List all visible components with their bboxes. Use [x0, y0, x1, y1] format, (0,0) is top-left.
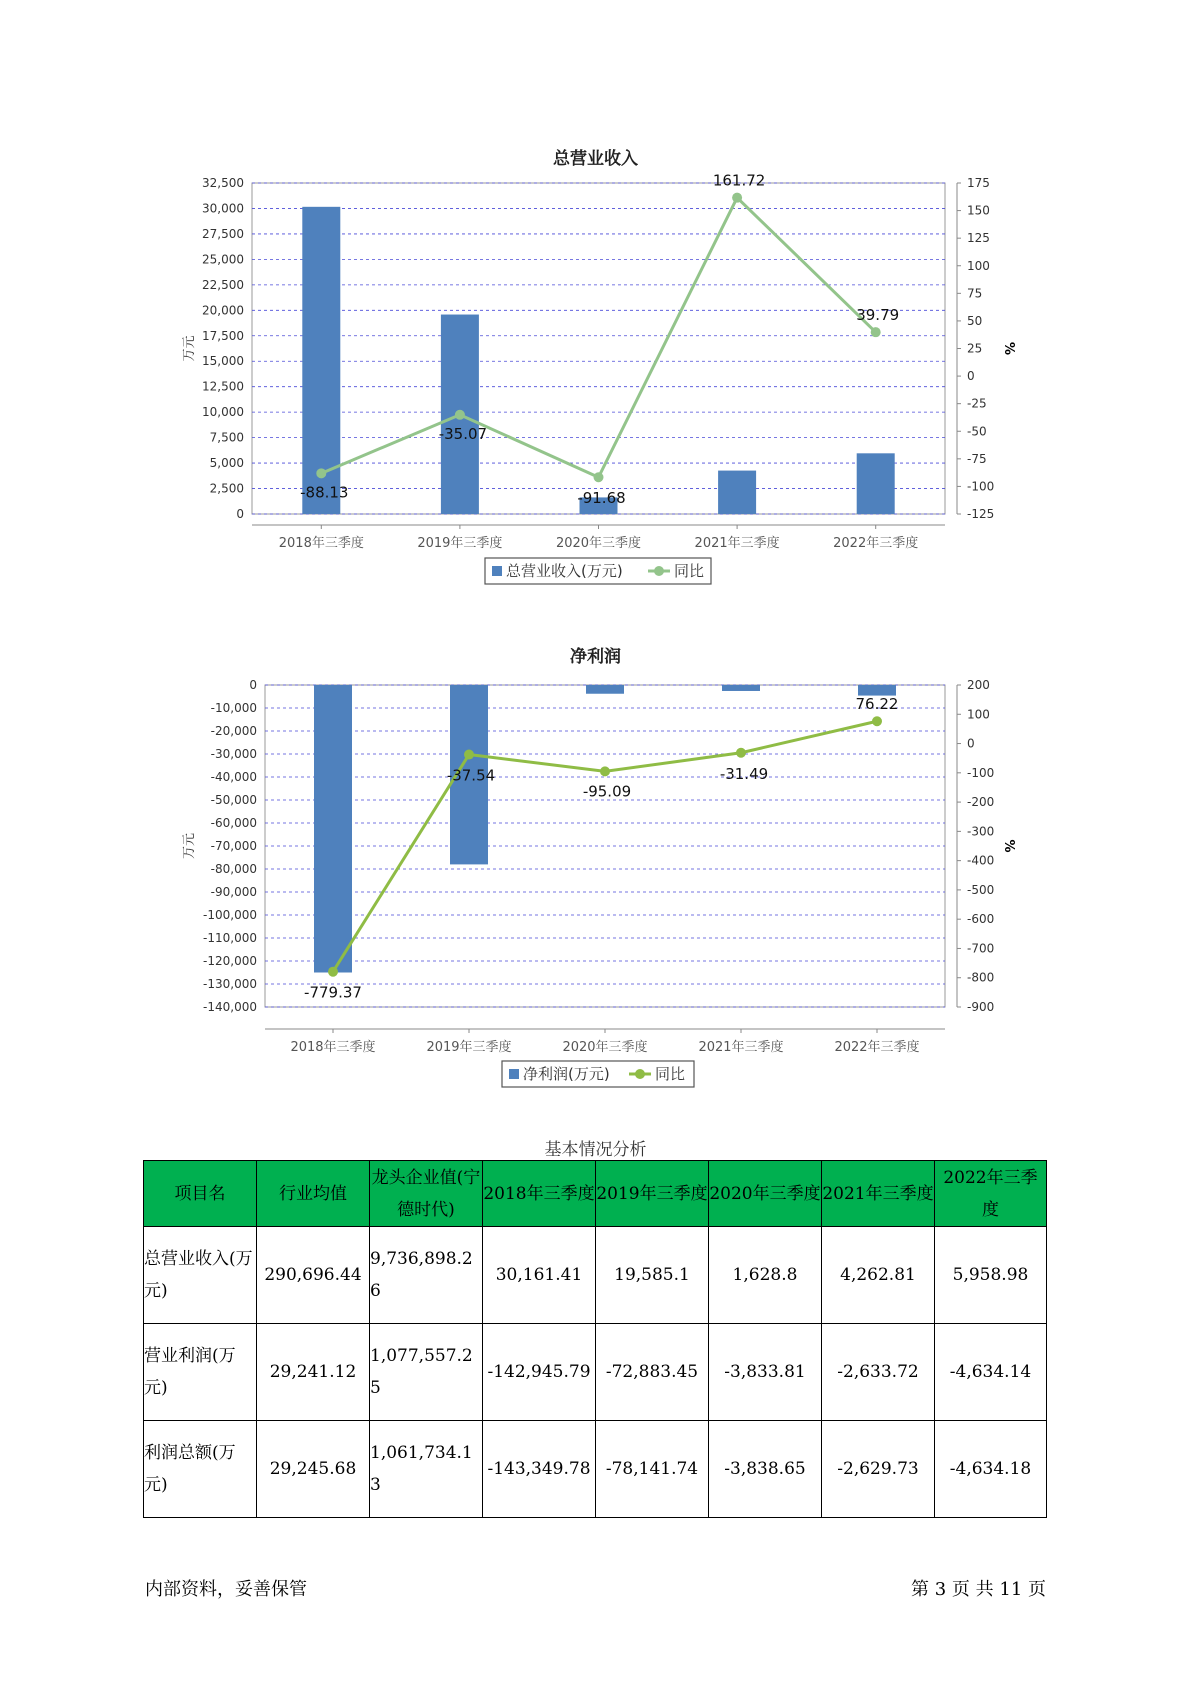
legend-bar-label: 总营业收入(万元)	[506, 562, 623, 580]
x-tick-label: 2021年三季度	[694, 536, 780, 551]
y-tick-label: 5,000	[209, 456, 244, 471]
y-tick-label: -70,000	[210, 839, 257, 853]
line-point	[736, 748, 746, 758]
line-point	[871, 327, 881, 337]
y-tick-label: 10,000	[202, 405, 244, 420]
y2-tick-label: 100	[967, 707, 990, 722]
y2-tick-label: -500	[967, 882, 995, 897]
data-label: 39.79	[856, 306, 900, 325]
bar	[858, 685, 896, 696]
y2-tick-label: -75	[967, 451, 987, 466]
y2-tick-label: -800	[967, 970, 995, 985]
y2-tick-label: 50	[967, 313, 983, 328]
footer-confidential-note: 内部资料，妥善保管	[145, 1579, 307, 1600]
y2-tick-label: -25	[967, 396, 987, 411]
header-cell: 2018年三季度	[483, 1161, 596, 1227]
header-cell: 2020年三季度	[709, 1161, 822, 1227]
y2-axis-title: %	[1001, 839, 1016, 853]
y2-tick-label: 200	[967, 678, 990, 692]
header-cell: 项目名	[144, 1161, 257, 1227]
y-tick-label: 0	[249, 678, 257, 692]
header-cell: 2021年三季度	[822, 1161, 935, 1227]
y2-tick-label: 150	[967, 203, 990, 218]
data-label: -37.54	[446, 766, 496, 785]
header-cell: 行业均值	[257, 1161, 370, 1227]
y-tick-label: 12,500	[202, 379, 244, 394]
table-cell: -72,883.45	[596, 1324, 709, 1421]
y2-tick-label: -700	[967, 941, 995, 956]
data-label: -35.07	[438, 424, 488, 443]
y2-axis-title: %	[1001, 341, 1016, 356]
line-point	[594, 472, 604, 482]
y2-tick-label: 0	[967, 369, 975, 384]
y2-tick-label: 0	[967, 736, 975, 751]
x-tick-label: 2019年三季度	[426, 1040, 512, 1055]
data-label: -95.09	[582, 782, 632, 801]
y-tick-label: -80,000	[210, 862, 257, 876]
line-point	[316, 468, 326, 478]
legend-bar-label: 净利润(万元)	[523, 1065, 610, 1083]
y-tick-label: -10,000	[210, 701, 257, 715]
y-tick-label: 20,000	[202, 303, 244, 318]
y-tick-label: 30,000	[202, 201, 244, 216]
table-cell: -4,634.18	[935, 1421, 1047, 1518]
y2-tick-label: -100	[967, 479, 995, 494]
table-cell: -142,945.79	[483, 1324, 596, 1421]
y2-tick-label: -900	[967, 1000, 995, 1014]
y-tick-label: -100,000	[203, 908, 257, 922]
table-cell: 19,585.1	[596, 1227, 709, 1324]
basic-analysis-table	[143, 1160, 1047, 1518]
bar	[857, 453, 895, 514]
header-cell: 2019年三季度	[596, 1161, 709, 1227]
y-tick-label: 25,000	[202, 252, 244, 267]
table-cell: 5,958.98	[935, 1227, 1047, 1324]
y2-tick-label: 125	[967, 231, 990, 246]
table-cell: 1,628.8	[709, 1227, 822, 1324]
chart1-title: 总营业收入	[553, 149, 638, 169]
line-point	[732, 193, 742, 203]
table-row	[144, 1324, 1047, 1421]
table-cell: -3,838.65	[709, 1421, 822, 1518]
y-tick-label: -40,000	[210, 770, 257, 784]
x-tick-label: 2020年三季度	[562, 1040, 648, 1055]
y2-tick-label: -600	[967, 912, 995, 927]
data-label: -31.49	[719, 764, 769, 783]
header-cell: 龙头企业值(宁德时代)	[370, 1161, 483, 1227]
table-cell: -78,141.74	[596, 1421, 709, 1518]
y-tick-label: 22,500	[202, 277, 244, 292]
data-label: -91.68	[577, 489, 626, 508]
y-tick-label: 15,000	[202, 354, 244, 369]
header-cell: 2022年三季度	[935, 1161, 1047, 1227]
legend-line-marker	[635, 1069, 645, 1079]
row-label: 利润总额(万元)	[144, 1421, 257, 1518]
line-point	[464, 750, 474, 760]
row-label: 总营业收入(万元)	[144, 1227, 257, 1324]
y2-tick-label: -400	[967, 853, 995, 868]
line-point	[328, 967, 338, 977]
y2-tick-label: 75	[967, 286, 983, 301]
data-label: 76.22	[855, 695, 899, 714]
bar	[586, 685, 624, 694]
revenue-chart	[0, 170, 1191, 590]
table-cell: 29,245.68	[257, 1421, 370, 1518]
x-tick-label: 2019年三季度	[417, 536, 503, 551]
legend-line-marker	[654, 566, 664, 576]
table-row	[144, 1421, 1047, 1518]
table-cell: 30,161.41	[483, 1227, 596, 1324]
bar	[718, 471, 756, 514]
table-cell: 9,736,898.26	[370, 1227, 483, 1324]
table-cell: -2,633.72	[822, 1324, 935, 1421]
plot-area	[252, 183, 945, 514]
table-cell: -2,629.73	[822, 1421, 935, 1518]
y-tick-label: -90,000	[210, 885, 257, 899]
x-tick-label: 2021年三季度	[698, 1040, 784, 1055]
table-cell: 29,241.12	[257, 1324, 370, 1421]
y-tick-label: -140,000	[203, 1000, 257, 1014]
x-tick-label: 2018年三季度	[290, 1040, 376, 1055]
table-title: 基本情况分析	[544, 1140, 647, 1160]
y2-tick-label: -100	[967, 765, 995, 780]
y-tick-label: -20,000	[210, 724, 257, 738]
x-tick-label: 2022年三季度	[833, 536, 919, 551]
bar	[314, 685, 352, 973]
y-tick-label: -110,000	[203, 931, 257, 945]
table-row	[144, 1227, 1047, 1324]
net-profit-chart	[0, 665, 1191, 1095]
y2-tick-label: -200	[967, 795, 995, 810]
x-tick-label: 2022年三季度	[834, 1040, 920, 1055]
line-point	[872, 716, 882, 726]
table-cell: -143,349.78	[483, 1421, 596, 1518]
y-axis-title: 万元	[182, 832, 197, 860]
table-cell: 1,077,557.25	[370, 1324, 483, 1421]
y2-tick-label: 175	[967, 176, 990, 190]
row-label: 营业利润(万元)	[144, 1324, 257, 1421]
y-tick-label: 7,500	[209, 430, 244, 445]
table-cell: -4,634.14	[935, 1324, 1047, 1421]
y-tick-label: 2,500	[209, 481, 244, 496]
table-cell: 290,696.44	[257, 1227, 370, 1324]
y-tick-label: 17,500	[202, 328, 244, 343]
y2-tick-label: 25	[967, 341, 983, 356]
y-tick-label: 0	[236, 507, 244, 521]
bar	[722, 685, 760, 691]
chart2-title: 净利润	[570, 647, 621, 667]
y-tick-label: -60,000	[210, 816, 257, 830]
data-label: 161.72	[712, 171, 766, 190]
data-label: -88.13	[300, 483, 349, 502]
table-cell: 1,061,734.13	[370, 1421, 483, 1518]
line-point	[455, 410, 465, 420]
legend-line-label: 同比	[655, 1065, 686, 1083]
y-axis-title: 万元	[182, 335, 197, 362]
table-cell: -3,833.81	[709, 1324, 822, 1421]
line-point	[600, 766, 610, 776]
y-tick-label: 32,500	[202, 176, 244, 190]
y-tick-label: -120,000	[203, 954, 257, 968]
legend-line-label: 同比	[674, 562, 705, 580]
table-header-row	[144, 1161, 1047, 1227]
y2-tick-label: -50	[967, 424, 987, 439]
y2-tick-label: 100	[967, 258, 990, 273]
y-tick-label: -50,000	[210, 793, 257, 807]
y-tick-label: -30,000	[210, 747, 257, 761]
y-tick-label: 27,500	[202, 226, 244, 241]
x-tick-label: 2020年三季度	[555, 536, 642, 551]
y2-tick-label: -300	[967, 824, 995, 839]
y-tick-label: -130,000	[203, 977, 257, 991]
footer-page-number: 第 3 页 共 11 页	[911, 1579, 1046, 1600]
x-tick-label: 2018年三季度	[278, 536, 364, 551]
table-cell: 4,262.81	[822, 1227, 935, 1324]
data-label: -779.37	[304, 983, 362, 1002]
legend-bar-swatch	[492, 566, 502, 576]
legend-bar-swatch	[509, 1069, 519, 1079]
y2-tick-label: -125	[967, 507, 995, 521]
